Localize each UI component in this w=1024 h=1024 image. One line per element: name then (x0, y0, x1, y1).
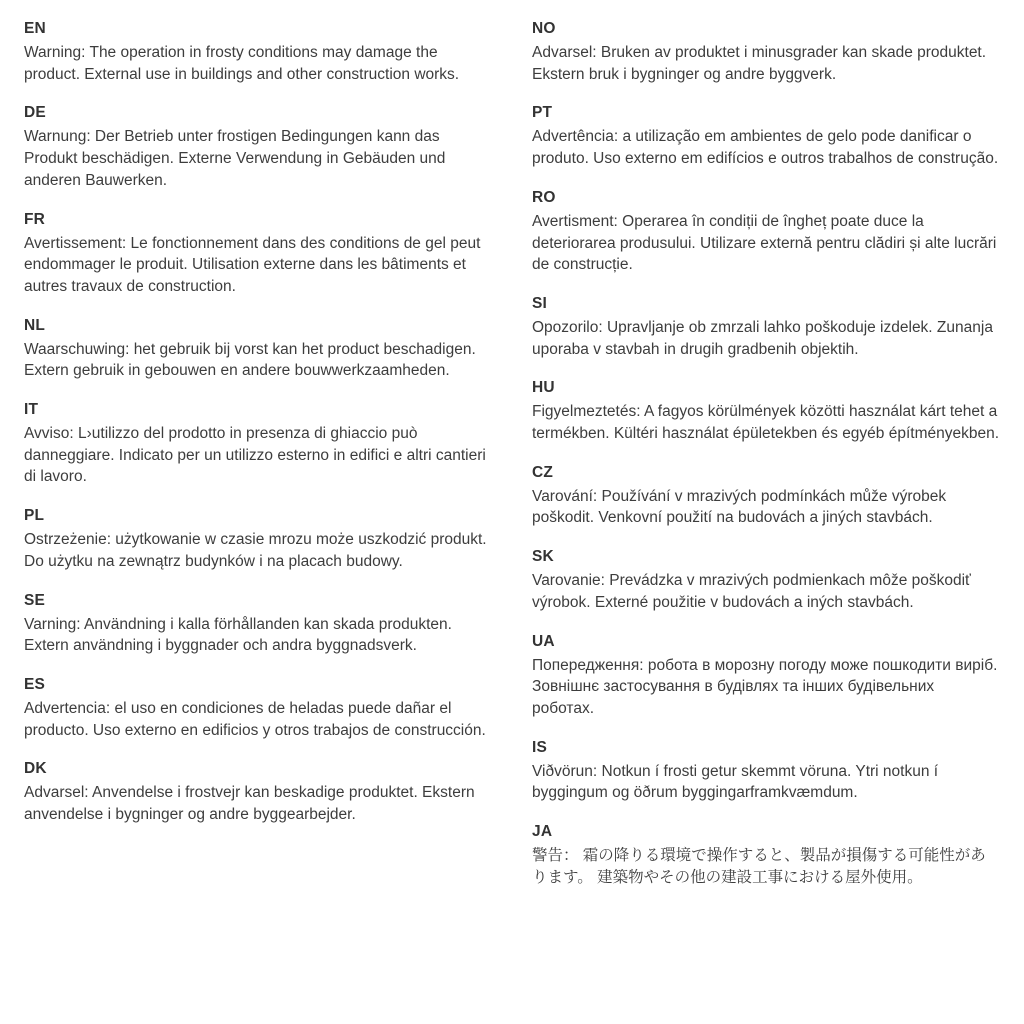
warning-text-pl: Ostrzeżenie: użytkowanie w czasie mrozu może uszkodzić produkt. Do użytku na zewnątrz budynków i na placach budowy. (24, 531, 487, 570)
language-code-sk: SK (532, 548, 554, 566)
warning-text-sk: Varovanie: Prevádzka v mrazivých podmienkach môže poškodiť výrobok. Externé použitie v budovách a iných stavbách. (532, 572, 971, 611)
warning-section-si (532, 295, 1000, 360)
warning-text-en: Warning: The operation in frosty conditions may damage the product. External use in buildings and other construction works. (24, 44, 460, 83)
language-code-it: IT (24, 401, 39, 419)
left-column (24, 20, 492, 907)
warning-section-nl (24, 317, 492, 382)
warning-section-se (24, 592, 492, 657)
language-code-dk: DK (24, 760, 47, 778)
language-code-pl: PL (24, 507, 45, 525)
language-code-ja: JA (532, 823, 553, 841)
warning-text-cz: Varování: Používání v mrazivých podmínkách může výrobek poškodit. Venkovní použití na budovách a jiných stavbách. (532, 487, 947, 527)
warning-text-it: Avviso: L›utilizzo del prodotto in presenza di ghiaccio può danneggiare. Indicato per un utilizzo esterno in edifici e altri cantieri di lavoro. (24, 425, 486, 486)
warning-section-ua (532, 633, 1000, 720)
warning-text-se: Varning: Användning i kalla förhållanden kan skada produkten. Extern användning i byggnader och andra byggnadsverk. (24, 615, 452, 655)
warning-section-no (532, 20, 1000, 85)
warning-text-dk: Advarsel: Anvendelse i frostvejr kan beskadige produktet. Ekstern anvendelse i bygninger og andre byggearbejder. (24, 784, 475, 824)
language-code-is: IS (532, 738, 548, 756)
warning-text-ro: Avertisment: Operarea în condiții de îngheț poate duce la deteriorarea produsului. Utilizare externă pentru clădiri și alte lucrări de construcție. (532, 212, 997, 274)
language-code-es: ES (24, 675, 46, 693)
warning-section-sk (532, 548, 1000, 613)
warning-section-es (24, 676, 492, 741)
language-code-fr: FR (24, 210, 46, 228)
warning-text-hu: Figyelmeztetés: A fagyos körülmények közötti használat kárt tehet a termékben. Kültéri használat épületekben és egyéb építményekben. (532, 403, 1000, 443)
language-code-nl: NL (24, 316, 46, 334)
right-column (532, 20, 1000, 907)
warning-section-fr (24, 211, 492, 298)
warning-text-ua: Попередження: робота в морозну погоду може пошкодити виріб. Зовнішнє застосування в будівлях та інших будівельних роботах. (532, 656, 998, 717)
language-code-en: EN (24, 20, 46, 37)
warning-text-is: Viðvörun: Notkun í frosti getur skemmt vöruna. Ytri notkun í byggingum og öðrum byggingarframkvæmdum. (532, 762, 939, 802)
language-code-no: NO (532, 20, 556, 37)
warning-section-it (24, 401, 492, 488)
warning-text-no: Advarsel: Bruken av produktet i minusgrader kan skade produktet. Ekstern bruk i bygninger og andre byggverk. (532, 44, 987, 83)
warning-text-es: Advertencia: el uso en condiciones de heladas puede dañar el producto. Uso externo en edificios y otros trabajos de construcción. (24, 699, 486, 739)
warning-text-si: Opozorilo: Upravljanje ob zmrzali lahko poškoduje izdelek. Zunanja uporaba v stavbah in drugih gradbenih objektih. (532, 318, 993, 358)
warning-text-nl: Waarschuwing: het gebruik bij vorst kan het product beschadigen. Extern gebruik in gebouwen en andere bouwwerkzaamheden. (24, 340, 476, 380)
warning-text-de: Warnung: Der Betrieb unter frostigen Bedingungen kann das Produkt beschädigen. Externe Verwendung in Gebäuden und anderen Bauwerken. (24, 128, 446, 189)
warning-section-ja (532, 823, 1000, 888)
warning-section-dk (24, 760, 492, 825)
language-code-pt: PT (532, 104, 553, 122)
warning-section-en (24, 20, 492, 85)
warning-section-is (532, 739, 1000, 804)
warning-section-cz (532, 464, 1000, 529)
warning-text-ja: 警告： 霜の降りる環境で操作すると、製品が損傷する可能性があります。 建築物やその他の建設工事における屋外使用。 (532, 847, 986, 886)
warning-section-de (24, 104, 492, 191)
language-code-ro: RO (532, 188, 556, 206)
warning-section-ro (532, 189, 1000, 276)
warning-section-hu (532, 379, 1000, 444)
language-code-cz: CZ (532, 463, 554, 481)
language-code-si: SI (532, 294, 548, 312)
language-code-de: DE (24, 104, 46, 122)
warning-text-fr: Avertissement: Le fonctionnement dans des conditions de gel peut endommager le produit. Utilisation externe dans les bâtiments et autres travaux de construction. (24, 234, 481, 295)
warning-section-pt (532, 104, 1000, 169)
language-code-hu: HU (532, 379, 555, 397)
warning-text-pt: Advertência: a utilização em ambientes de gelo pode danificar o produto. Uso externo em edifícios e outros trabalhos de construção. (532, 128, 999, 168)
language-code-se: SE (24, 591, 46, 609)
language-code-ua: UA (532, 632, 555, 650)
warning-section-pl (24, 507, 492, 572)
